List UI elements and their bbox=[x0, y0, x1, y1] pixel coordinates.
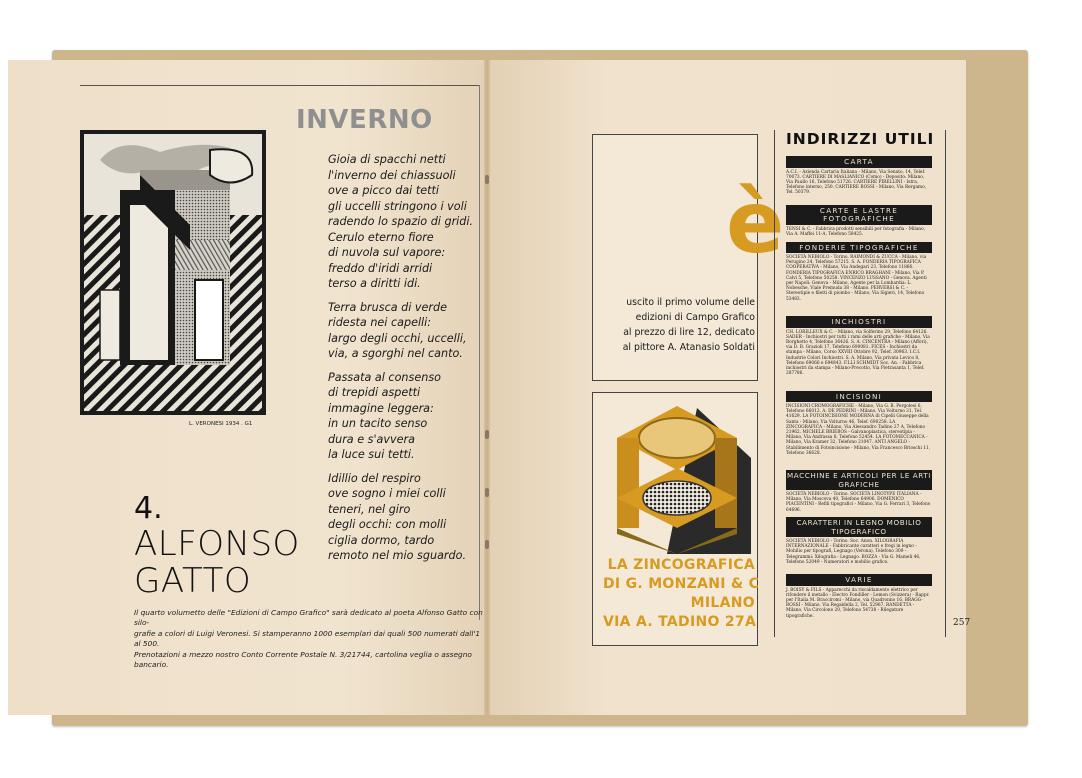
right-rule bbox=[479, 85, 480, 620]
section-heading: CARTA bbox=[786, 156, 932, 168]
section-heading: CARTE E LASTRE FOTOGRAFICHE bbox=[786, 205, 932, 225]
section-body: SOCIETÀ NEBIOLO - Torino. Soc. Anon. XILOGRAFIA INTERNAZIONALE - Fabbricante caratteri e fregi in legno - Mobilio per tipografi, Legnago (Verona), Telefono 309 - Telegrammi: Xilografia - Legnago. BOZZA - Via G. Mameli 46, Telefono 52049 - Numeratori e mobilio grafico. bbox=[786, 539, 921, 565]
poem-stanza: Passata al consenso di trepidi aspetti immagine leggera: in un tacito senso dura e s'avvera la luce sui tetti. bbox=[328, 370, 441, 461]
directory-list bbox=[786, 152, 932, 619]
section-body: A.C.I. - Azienda Cartaria Italiana - Milano, Via Senato, 14, Telef. 70073. CARTIERE DI MASLIANICO (Como) - Deposito: Milano, Via Paullo 16, Telefono 51726. CARTIERE PIRELLINI - Istra, Telefono interno, 250. CARTIERE ROSSI - Milano, Via Bergamo, Tel. 50379. bbox=[786, 169, 927, 196]
section-heading: INCHIOSTRI bbox=[786, 316, 932, 328]
edition-note: Il quarto volumetto delle "Edizioni di Campo Grafico" sarà dedicato al poeta Alfonso Gatto con silo- grafie a colori di Luigi Veronesi. Si stamperanno 1000 esemplari dai quali 500 numerati dall'1 al 500. Prenotazioni a mezzo nostro Conto Corrente Postale N. 3/21744, cartolina veglia o assegno bancario. bbox=[134, 608, 483, 670]
section-heading: VARIE bbox=[786, 574, 932, 586]
poem-stanza: Idillio del respiro ove sogno i miei colli teneri, nel giro degli occhi: con molli ciglia dormo, tardo remoto nel mio sguardo. bbox=[328, 471, 467, 562]
section-body: TENSI & C. - Fabbrica prodotti sensibili per fotografia - Milano, Via A. Maffei 11-A, Telefono 58425. bbox=[786, 226, 926, 237]
binding-stitch bbox=[485, 430, 489, 439]
book-gutter bbox=[484, 60, 490, 715]
section-heading: CARATTERI IN LEGNO MOBILIO TIPOGRAFICO bbox=[786, 517, 932, 537]
binding-stitch bbox=[485, 540, 489, 549]
section-heading: FONDERIE TIPOGRAFICHE bbox=[786, 242, 932, 254]
art-caption: L. VERONESI 1934 . G1 bbox=[189, 421, 253, 427]
veronesi-illustration bbox=[80, 130, 266, 415]
poem-text bbox=[328, 152, 478, 572]
poem-stanza: Terra brusca di verde ridesta nei capelli: largo degli occhi, uccelli, via, a sgorghi nel canto. bbox=[328, 300, 467, 360]
section-body: SOCIETÀ NEBIOLO - Torino. SOCIETÀ LINOTYPE ITALIANA - Milano, Via Moscova 40, Telefono 64906. DOMENICO PIACENTINI - Refili tipografici - Milano, Via G. Ferrari 3, Telefono 64696. bbox=[786, 492, 931, 513]
author-name: ALFONSO GATTO bbox=[134, 524, 300, 601]
section-body: J. BOISY & FILS - Apparecchi da riscaldamento elettrico per rifondere il metallo - Electro Fondiller - Lemon (Svizzera) - Rappr. per l'Italia M. Bracciromi - Milano, via Quadronno 16. BRAGG-BOSSI - Milano, Via Regaldella 2, Tel. 52967. RANDETTA - Milano, Via Circolone 20, Telefono 54738 - Rilegature tipografiche. bbox=[786, 587, 930, 619]
big-letter-e: è bbox=[726, 173, 785, 273]
zincografica-text: LA ZINCOGRAFICA DI G. MONZANI & C MILANO VIA A. TADINO 27A bbox=[603, 557, 760, 630]
magnifier-photo bbox=[597, 398, 751, 554]
directory-title: INDIRIZZI UTILI bbox=[786, 130, 935, 148]
binding-stitch bbox=[485, 175, 489, 184]
poem-stanza: Gioia di spacchi netti l'inverno dei chiassuoli ove a picco dai tetti gli uccelli stringono i voli radendo lo spazio di gridi. Cerulo eterno fiore di nuvola sul vapore: freddo d'iridi arridi terso a diritti idi. bbox=[328, 153, 474, 290]
loupe-image bbox=[597, 398, 751, 554]
page-number: 257 bbox=[953, 618, 971, 628]
section-heading: INCISIONI bbox=[786, 391, 932, 403]
abstract-artwork-image bbox=[80, 130, 266, 415]
section-body: SOCIETÀ NEBIOLO - Torino. RAIMONDI & ZUCCA - Milano, via Perugino 24, Telefono 57215. S. A. FONDERIA TIPOGRAFICA COOPERATIVA - Milano, Via Andegari 23, Telefono 11866. FONDERIA TIPOGRAFICA ENRICO BRAGHANI - Milano, Via P. Calvi 5, Telefono 50258. VINCENZO LUSSANO - Genova. Agenti per Napoli: Genova - Milano, Agente per la Lombardia: L. Nobesche, Viale Premuda 38 - Milano. PERVERSI & C. - Stereotipie e filetti di piombo - Milano, Via Sigieri, 14, Telefono 53483. bbox=[786, 255, 927, 302]
top-rule bbox=[80, 85, 480, 86]
volume-number: 4. bbox=[134, 491, 163, 526]
ad1-text: uscito il primo volume delle edizioni di Campo Grafico al prezzo di lire 12, dedicato al pittore A. Atanasio Soldati bbox=[622, 297, 755, 353]
section-body: INCISIONI CROMOGRAFICHE - Milano, Via G. B. Pergolesi 6, Telefono 66012. A. DE PEDRINI - Milano, Via Volturno 31, Tel. 41629. LA FOTOINCISIONE MODERNA di Cipelli Giuseppe della Santa - Milano, Via Volturno 46, Telef. 690258. LA ZINCOGRAFICA - Milano, Via Alessandro Tadino 27 A, Telefono 21962. MICHELE BRIEBOS - Galvanoplastica, stereotipia - Milano, Via Andrassa 8, Telefono 52454. LA FOTOMECCANICA - Milano, Via Kramer 32, Telefono 21047. ANTI ANGELO - Stabilimento di Fotoincisione - Milano, Via Francesco Brioschi 11, Telefono 36628. bbox=[786, 404, 931, 456]
poem-title: INVERNO bbox=[296, 105, 433, 135]
binding-stitch bbox=[485, 488, 489, 497]
section-body: CH. LORILLEUX & C. - Milano, via Solferino 29, Telefono 64126. SADER - Inchiostri per tutti i rami delle arti grafiche - Milano, Via Borghetto 4, Telefono 36426. S. A. CINCENTRA - Milano (Affori), via D. B. Grazioli 17, Telefono 690081. FICES - Inchiostri da stampa - Milano, Corso XXVIII Ottobre 92, Telef. 30963. I.C.I. Industrie Colori Inchiostri. S. A. Milano, Via privata Levico 8, Telefono 69066 e 694843. F.LLI SCHMIDT Soc. An. - Fabbrica inchiostri da stampa - Milano-Precotto, Via Pietrasanta 1, Telef. 287786. bbox=[786, 329, 930, 377]
section-heading: MACCHINE E ARTICOLI PER LE ARTI GRAFICHE bbox=[786, 471, 932, 489]
